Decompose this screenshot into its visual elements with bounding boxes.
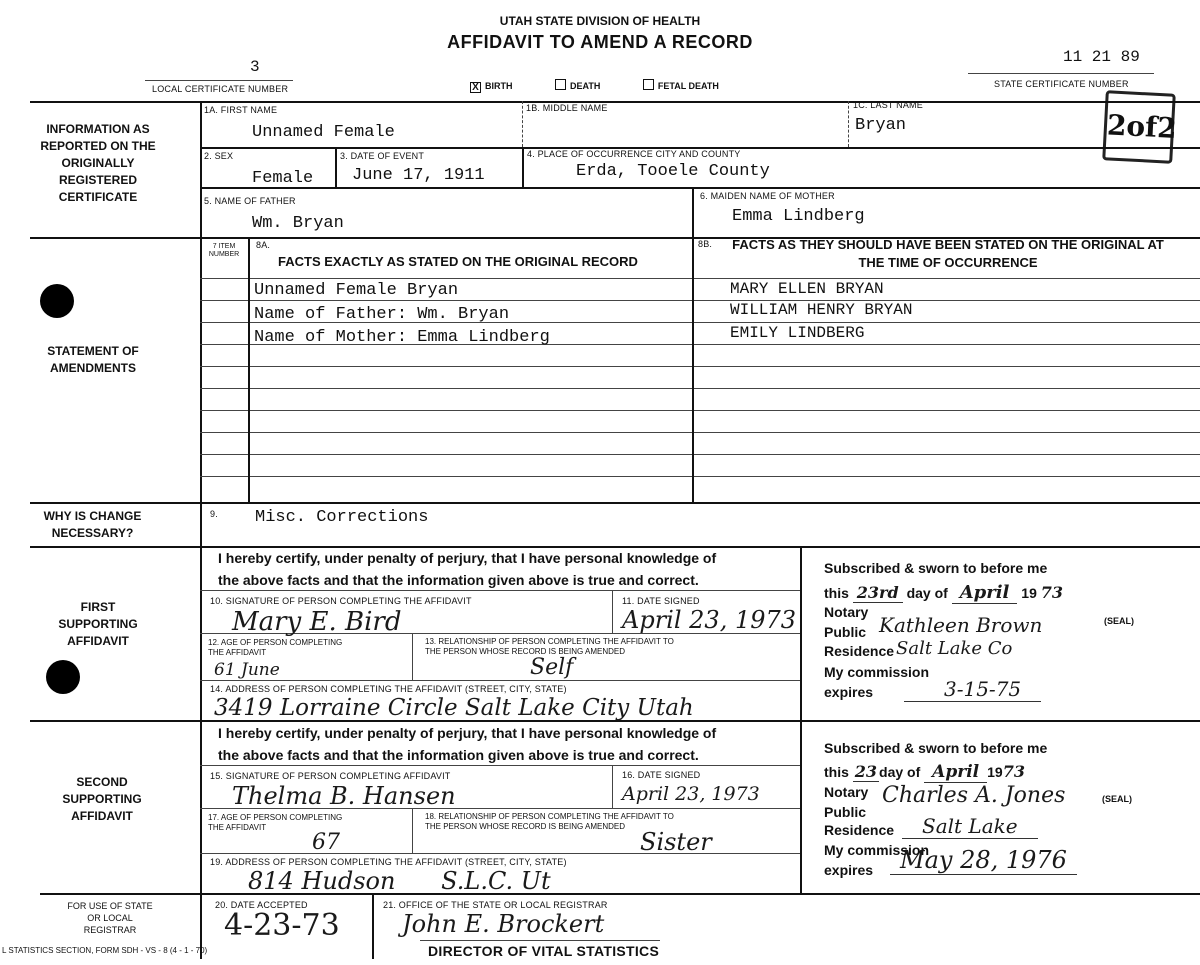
col-divider (612, 765, 613, 808)
notary2-subscribed: Subscribed & sworn to before me (824, 740, 1048, 756)
first-name-value[interactable]: Unnamed Female (252, 123, 395, 142)
age2-value[interactable]: 67 (312, 830, 340, 855)
notary2-public-label: Notary Public (824, 784, 869, 820)
notary1-day[interactable]: 23rd (853, 583, 903, 603)
date2-value[interactable]: April 23, 1973 (622, 783, 760, 805)
addr1-label: 14. ADDRESS OF PERSON COMPLETING THE AFFIDAVIT (STREET, CITY, STATE) (210, 684, 567, 694)
death-option[interactable]: DEATH (555, 81, 600, 91)
notary1-date-line: this 23rd day of April 19 73 (824, 582, 1064, 603)
accepted-label: 20. DATE ACCEPTED (215, 900, 308, 910)
grid-line (200, 187, 1200, 189)
addr2-label: 19. ADDRESS OF PERSON COMPLETING THE AFFIDAVIT (STREET, CITY, STATE) (210, 857, 567, 867)
grid-line (200, 454, 1200, 455)
notary1-commission-label: My commission (824, 664, 930, 680)
notary1-residence[interactable]: Salt Lake Co (896, 638, 1013, 659)
notary2-month[interactable]: April (924, 762, 987, 783)
state-cert-number: 11 21 89 (1063, 48, 1140, 66)
rel2-label: 18. RELATIONSHIP OF PERSON COMPLETING THE AFFIDAVIT TO THE PERSON WHOSE RECORD IS BEING AMENDED (425, 812, 674, 831)
notary1-year[interactable]: 73 (1040, 583, 1064, 602)
section-divider (200, 101, 202, 959)
sex-value[interactable]: Female (252, 169, 314, 188)
col-b-tag: 8B. (698, 239, 713, 249)
grid-line (200, 300, 1200, 301)
notary2-public-signature[interactable]: Charles A. Jones (882, 783, 1066, 808)
rel2-value[interactable]: Sister (640, 828, 712, 856)
date2-label: 16. DATE SIGNED (622, 770, 701, 780)
date1-label: 11. DATE SIGNED (622, 596, 700, 606)
col-divider (372, 893, 374, 959)
notary2-expires-label: expires (824, 862, 874, 878)
place-label: 4. PLACE OF OCCURRENCE CITY AND COUNTY (527, 149, 741, 159)
notary2-date-line: this 23 day of April 1973 (824, 762, 1025, 782)
punch-hole (40, 284, 74, 318)
col-divider (412, 633, 413, 680)
notary1-month[interactable]: April (952, 582, 1018, 604)
col-divider (848, 101, 850, 147)
middle-name-label: 1B. MIDDLE NAME (526, 103, 608, 113)
col-a-tag: 8A. (256, 240, 271, 250)
agency-name: UTAH STATE DIVISION OF HEALTH (499, 14, 701, 28)
col-divider (335, 147, 337, 187)
original-fact-1[interactable]: Unnamed Female Bryan (254, 281, 459, 300)
section-label-registrar: FOR USE OF STATE OR LOCAL REGISTRAR (67, 901, 153, 935)
sig2-label: 15. SIGNATURE OF PERSON COMPLETING AFFIDAVIT (210, 771, 451, 781)
date-of-event-value[interactable]: June 17, 1911 (352, 166, 485, 185)
col-a-heading: FACTS EXACTLY AS STATED ON THE ORIGINAL RECORD (278, 254, 638, 269)
rel1-value[interactable]: Self (530, 655, 574, 680)
why-value[interactable]: Misc. Corrections (255, 508, 429, 527)
stamp-text: 2of2 (1106, 108, 1178, 145)
section-label-original: INFORMATION AS REPORTED ON THE ORIGINALLY REGISTERED CERTIFICATE (40, 122, 156, 204)
checkbox-fetal-death[interactable] (643, 79, 654, 90)
age1-value[interactable]: 61 June (214, 660, 280, 680)
grid-line (200, 410, 1200, 411)
grid-line (200, 388, 1200, 389)
notary1-public-label: Notary Public (824, 604, 869, 640)
local-cert-number: 3 (250, 58, 260, 76)
checkbox-death[interactable] (555, 79, 566, 90)
notary2-day[interactable]: 23 (854, 762, 878, 781)
notary1-public-signature[interactable]: Kathleen Brown (879, 613, 1043, 637)
col-divider (692, 187, 694, 502)
notary-block-2 (824, 738, 1154, 888)
grid-line (30, 502, 1200, 504)
notary2-commission-label: My commission (824, 842, 930, 858)
section-label-statement: STATEMENT OF AMENDMENTS (47, 344, 139, 375)
fetal-death-option[interactable]: FETAL DEATH (643, 81, 719, 91)
registrar-signature-line (420, 940, 660, 941)
grid-line (40, 893, 1200, 895)
original-fact-2[interactable]: Name of Father: Wm. Bryan (254, 305, 510, 324)
grid-line (200, 278, 1200, 279)
sig1-label: 10. SIGNATURE OF PERSON COMPLETING THE AFFIDAVIT (210, 596, 472, 606)
office-label: 21. OFFICE OF THE STATE OR LOCAL REGISTRAR (383, 900, 608, 910)
last-name-value[interactable]: Bryan (855, 116, 907, 135)
form-number: L STATISTICS SECTION, FORM SDH - VS - 8 (4 - 1 - 70) (2, 946, 208, 955)
grid-line (200, 680, 800, 681)
form-title: AFFIDAVIT TO AMEND A RECORD (447, 32, 753, 52)
item-number-label: 7 ITEM NUMBER (208, 243, 240, 258)
addr2-value[interactable]: 814 Hudson S.L.C. Ut (248, 867, 551, 895)
date1-value[interactable]: April 23, 1973 (622, 606, 797, 634)
notary2-seal: (SEAL) (1102, 794, 1132, 804)
local-cert-label: LOCAL CERTIFICATE NUMBER (152, 84, 289, 94)
col-divider (612, 590, 613, 633)
father-label: 5. NAME OF FATHER (204, 196, 296, 206)
col-divider (248, 237, 250, 502)
notary1-expires-label: expires (824, 684, 874, 700)
date-of-event-label: 3. DATE OF EVENT (340, 151, 425, 161)
corrected-fact-2[interactable]: WILLIAM HENRY BRYAN (730, 301, 913, 319)
notary1-residence-label: Residence (824, 643, 895, 659)
notary1-seal: (SEAL) (1104, 616, 1134, 626)
last-name-label: 1C. LAST NAME (853, 100, 923, 110)
grid-line (200, 432, 1200, 433)
grid-line (200, 366, 1200, 367)
section-label-first: FIRST SUPPORTING AFFIDAVIT (58, 600, 138, 648)
certify-statement-1: I hereby certify, under penalty of perjury, that I have personal knowledge of the above facts and that the information given above is true and correct. (218, 550, 717, 588)
notary2-residence[interactable]: Salt Lake (902, 814, 1038, 839)
local-cert-underline (145, 80, 293, 81)
section-label-second: SECOND SUPPORTING AFFIDAVIT (62, 775, 142, 823)
original-fact-3[interactable]: Name of Mother: Emma Lindberg (254, 328, 550, 347)
col-divider (800, 546, 802, 893)
notary1-expires[interactable]: 3-15-75 (904, 677, 1041, 702)
grid-line (200, 476, 1200, 477)
father-value[interactable]: Wm. Bryan (252, 214, 344, 233)
notary2-expires[interactable]: May 28, 1976 (890, 846, 1077, 875)
accepted-value[interactable]: 4-23-73 (224, 908, 340, 943)
age2-label: 17. AGE OF PERSON COMPLETING THE AFFIDAVIT (208, 813, 343, 832)
certify-statement-2: I hereby certify, under penalty of perjury, that I have personal knowledge of the above facts and that the information given above is true and correct. (218, 725, 717, 763)
form-top-border (30, 101, 1200, 103)
registrar-title: DIRECTOR OF VITAL STATISTICS (428, 943, 660, 959)
checkbox-birth[interactable]: X (470, 82, 481, 93)
first-name-label: 1A. FIRST NAME (204, 105, 278, 115)
section-label-why: WHY IS CHANGE NECESSARY? (43, 509, 142, 540)
registrar-signature[interactable]: John E. Brockert (402, 910, 605, 938)
birth-option[interactable]: X BIRTH (470, 81, 513, 91)
mother-label: 6. MAIDEN NAME OF MOTHER (700, 191, 835, 201)
mother-value[interactable]: Emma Lindberg (732, 207, 865, 226)
notary2-residence-label: Residence (824, 822, 895, 838)
col-divider (412, 808, 413, 853)
sig1-signature[interactable]: Mary E. Bird (232, 607, 402, 637)
place-value[interactable]: Erda, Tooele County (576, 162, 770, 181)
record-type-options (470, 79, 719, 93)
corrected-fact-3[interactable]: EMILY LINDBERG (730, 324, 865, 342)
age1-label: 12. AGE OF PERSON COMPLETING THE AFFIDAVIT (208, 638, 343, 657)
notary1-subscribed: Subscribed & sworn to before me (824, 560, 1048, 576)
notary-block-1 (824, 558, 1154, 708)
why-label: 9. (210, 509, 218, 519)
corrected-fact-1[interactable]: MARY ELLEN BRYAN (730, 280, 884, 298)
state-cert-underline (968, 73, 1154, 74)
col-divider (522, 147, 524, 187)
sex-label: 2. SEX (204, 151, 234, 161)
state-cert-label: STATE CERTIFICATE NUMBER (994, 79, 1129, 89)
rel1-label: 13. RELATIONSHIP OF PERSON COMPLETING THE AFFIDAVIT TO THE PERSON WHOSE RECORD IS BEING AMENDED (425, 637, 674, 656)
addr1-value[interactable]: 3419 Lorraine Circle Salt Lake City Utah (214, 695, 694, 721)
col-b-heading: FACTS AS THEY SHOULD HAVE BEEN STATED ON THE ORIGINAL AT THE TIME OF OCCURRENCE (732, 237, 1164, 270)
sig2-signature[interactable]: Thelma B. Hansen (232, 782, 456, 810)
punch-hole (46, 660, 80, 694)
col-divider (522, 101, 524, 147)
notary2-year[interactable]: 73 (1002, 762, 1025, 781)
